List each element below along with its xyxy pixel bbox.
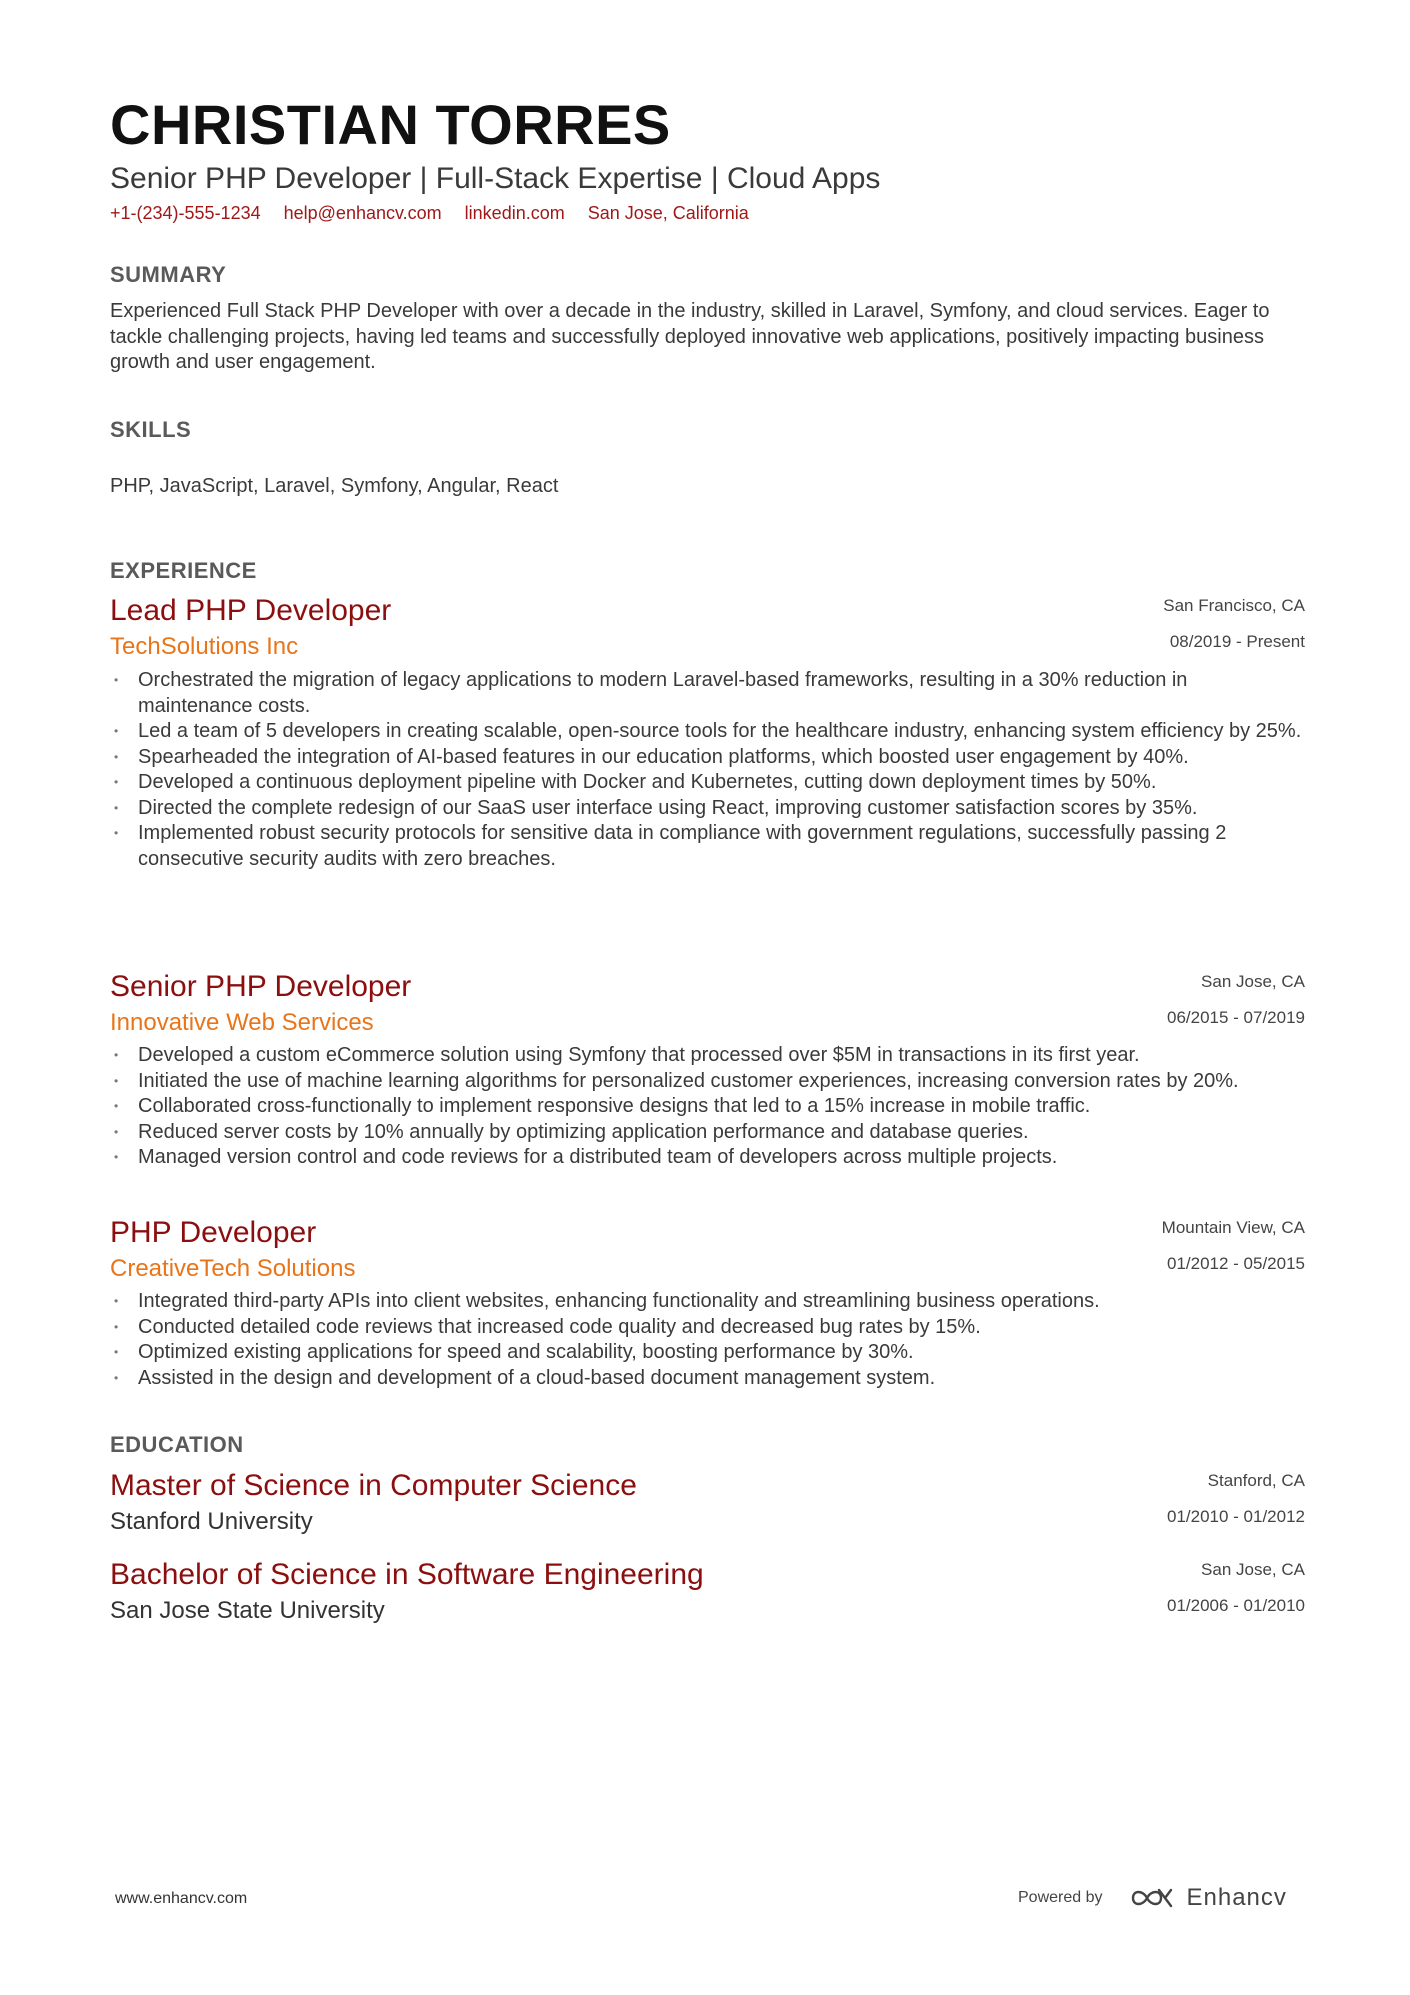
job-bullet: • Orchestrated the migration of legacy applications to modern Laravel-based frameworks, resulting in a 30% reduction in maintenance costs. <box>110 668 1305 719</box>
enhancv-logo-icon <box>1129 1884 1175 1912</box>
candidate-name: CHRISTIAN TORRES <box>110 93 671 156</box>
contact-linkedin[interactable]: linkedin.com <box>464 203 565 223</box>
job-company: TechSolutions Inc <box>110 633 299 660</box>
skills-text: PHP, JavaScript, Laravel, Symfony, Angular, React <box>110 475 559 497</box>
job-dates: 08/2019 - Present <box>1169 632 1305 651</box>
education-dates: 01/2010 - 01/2012 <box>1166 1507 1305 1526</box>
powered-by-label: Powered by <box>1018 1889 1103 1906</box>
degree-title: Master of Science in Computer Science <box>110 1469 637 1502</box>
skills-heading: SKILLS <box>110 417 192 442</box>
education-heading: EDUCATION <box>110 1432 244 1457</box>
job-bullet: • Managed version control and code reviews for a distributed team of developers across multiple projects. <box>110 1145 1305 1171</box>
contact-phone[interactable]: +1-(234)-555-1234 <box>110 203 261 223</box>
education-location: Stanford, CA <box>1207 1471 1305 1490</box>
job-title: Senior PHP Developer <box>110 970 412 1003</box>
job-bullet: • Assisted in the design and development of a cloud-based document management system. <box>110 1366 1305 1392</box>
education-dates: 01/2006 - 01/2010 <box>1166 1596 1305 1615</box>
contact-location: San Jose, California <box>587 203 749 223</box>
footer-website[interactable]: www.enhancv.com <box>115 1890 248 1907</box>
job-company: CreativeTech Solutions <box>110 1255 356 1282</box>
job-location: Mountain View, CA <box>1161 1218 1305 1237</box>
job-title: Lead PHP Developer <box>110 594 392 627</box>
job-location: San Francisco, CA <box>1163 596 1305 615</box>
job-location: San Jose, CA <box>1201 972 1305 991</box>
job-bullet: • Led a team of 5 developers in creating scalable, open-source tools for the healthcare industry, enhancing system efficiency by 25%. <box>110 719 1305 745</box>
job-bullet: • Developed a continuous deployment pipeline with Docker and Kubernetes, cutting down deployment times by 50%. <box>110 770 1305 796</box>
contact-email[interactable]: help@enhancv.com <box>283 203 442 223</box>
job-bullet: • Collaborated cross-functionally to implement responsive designs that led to a 15% increase in mobile traffic. <box>110 1094 1305 1120</box>
education-location: San Jose, CA <box>1201 1560 1305 1579</box>
job-bullets <box>110 1289 1305 1391</box>
job-bullet: • Reduced server costs by 10% annually by optimizing application performance and database queries. <box>110 1120 1305 1146</box>
contact-info <box>110 203 767 224</box>
footer-branding <box>1018 1878 1287 1918</box>
candidate-headline: Senior PHP Developer | Full-Stack Expertise | Cloud Apps <box>110 162 881 195</box>
job-bullet: • Conducted detailed code reviews that increased code quality and decreased bug rates by 15%. <box>110 1315 1305 1341</box>
summary-text: Experienced Full Stack PHP Developer with over a decade in the industry, skilled in Laravel, Symfony, and cloud services. Eager to tackle challenging projects, having led teams and successfully deployed innovative web applications, positively impacting business growth and user engagement. <box>110 300 1270 373</box>
job-bullets <box>110 1043 1305 1171</box>
job-bullet: • Implemented robust security protocols for sensitive data in compliance with government regulations, successfully passing 2 consecutive security audits with zero breaches. <box>110 821 1305 872</box>
enhancv-brand-name: Enhancv <box>1186 1884 1287 1911</box>
job-bullet: • Optimized existing applications for speed and scalability, boosting performance by 30%. <box>110 1340 1305 1366</box>
job-dates: 06/2015 - 07/2019 <box>1166 1008 1305 1027</box>
job-title: PHP Developer <box>110 1216 317 1249</box>
summary-heading: SUMMARY <box>110 262 227 287</box>
degree-title: Bachelor of Science in Software Engineering <box>110 1558 704 1591</box>
job-bullet: • Directed the complete redesign of our SaaS user interface using React, improving customer satisfaction scores by 35%. <box>110 796 1305 822</box>
job-bullet: • Spearheaded the integration of AI-based features in our education platforms, which boosted user engagement by 40%. <box>110 745 1305 771</box>
school-name: Stanford University <box>110 1508 313 1535</box>
experience-heading: EXPERIENCE <box>110 558 257 583</box>
job-bullet: • Integrated third-party APIs into client websites, enhancing functionality and streamlining business operations. <box>110 1289 1305 1315</box>
job-company: Innovative Web Services <box>110 1009 374 1036</box>
school-name: San Jose State University <box>110 1597 385 1624</box>
job-bullet: • Initiated the use of machine learning algorithms for personalized customer experiences, increasing conversion rates by 20%. <box>110 1069 1305 1095</box>
job-dates: 01/2012 - 05/2015 <box>1166 1254 1305 1273</box>
job-bullet: • Developed a custom eCommerce solution using Symfony that processed over $5M in transactions in its first year. <box>110 1043 1305 1069</box>
job-bullets <box>110 668 1305 872</box>
